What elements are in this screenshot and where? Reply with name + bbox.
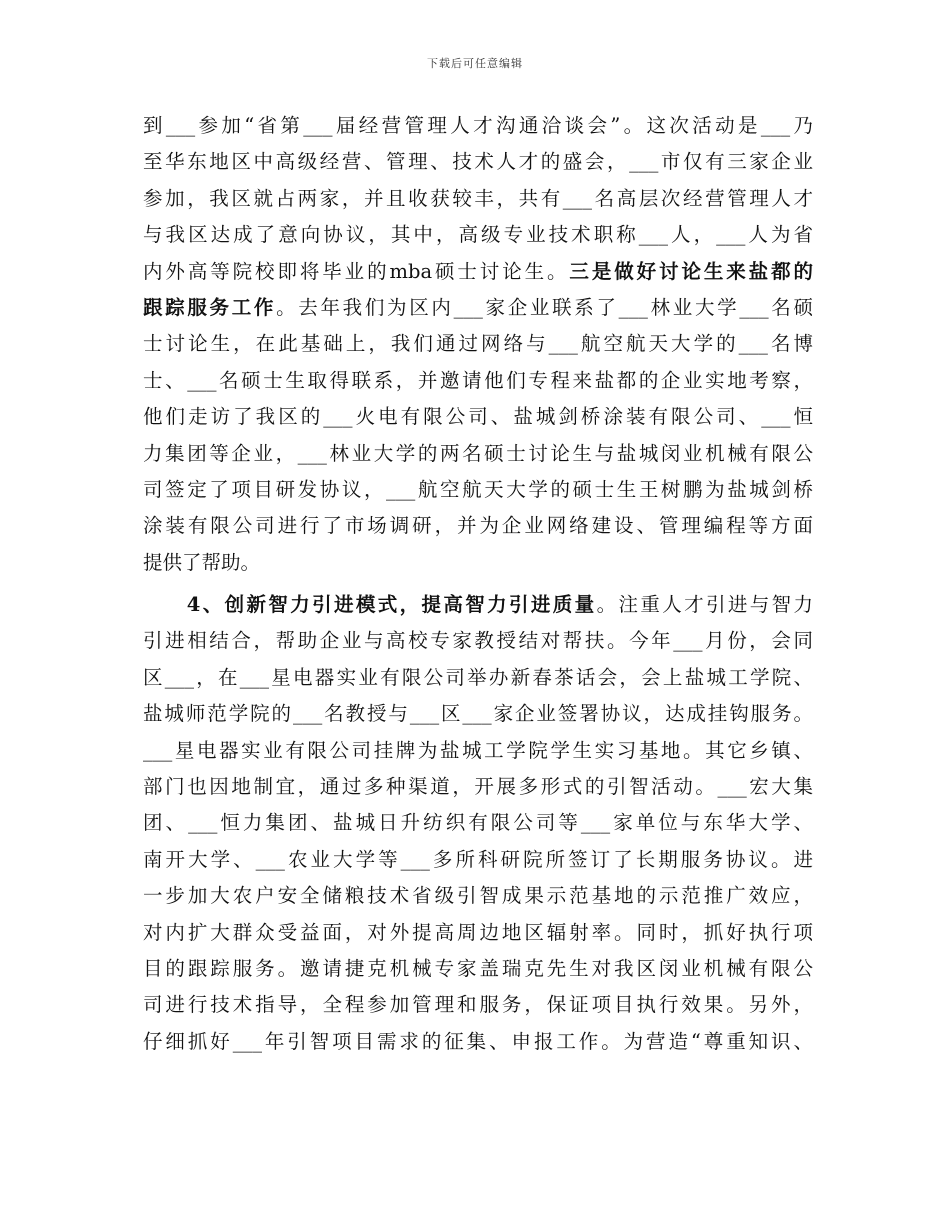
text-line: 对内扩大群众受益面，对外提高周边地区辐射率。同时，抓好执行项 xyxy=(143,920,813,944)
text-line: 参加，我区就占两家，并且收获较丰，共有___名高层次经营管理人才 xyxy=(143,186,813,210)
text-line: 目的跟踪服务。邀请捷克机械专家盖瑞克先生对我区闵业机械有限公 xyxy=(143,956,813,980)
text-line: 力集团等企业，___林业大学的两名硕士讨论生与盐城闵业机械有限公 xyxy=(143,441,813,465)
text-line: 南开大学、___农业大学等___多所科研院所签订了长期服务协议。进 xyxy=(143,847,813,871)
text-line: 与我区达成了意向协议，其中，高级专业技术职称___人，___人为省 xyxy=(143,223,813,247)
text-line: 至华东地区中高级经营、管理、技术人才的盛会，___市仅有三家企业 xyxy=(143,150,813,174)
text-line: 司进行技术指导，全程参加管理和服务，保证项目执行效果。另外， xyxy=(143,993,813,1017)
text-line: 仔细抓好___年引智项目需求的征集、申报工作。为营造“尊重知识、 xyxy=(143,1029,813,1053)
bold-heading-text: 三是做好讨论生来盐都的 xyxy=(569,259,813,283)
text-line: 他们走访了我区的___火电有限公司、盐城剑桥涂装有限公司、___恒 xyxy=(143,405,813,429)
bold-heading-text: 跟踪服务工作 xyxy=(143,295,277,319)
text-line: 引进相结合，帮助企业与高校专家教授结对帮扶。今年___月份，会同 xyxy=(143,629,813,653)
document-body xyxy=(143,108,813,1060)
text-line: 团、___恒力集团、盐城日升纺织有限公司等___家单位与东华大学、 xyxy=(143,811,813,835)
text-line: 区___，在___星电器实业有限公司举办新春茶话会，会上盐城工学院、 xyxy=(143,665,813,689)
text-line: 提供了帮助。 xyxy=(143,550,261,574)
text-line: 一步加大农户安全储粮技术省级引智成果示范基地的示范推广效应， xyxy=(143,884,813,908)
text-line: 涂装有限公司进行了市场调研，并为企业网络建设、管理编程等方面 xyxy=(143,514,813,538)
text-span: 。去年我们为区内___家企业联系了___林业大学___名硕 xyxy=(276,295,813,319)
text-line xyxy=(143,290,813,326)
text-line: 盐城师范学院的___名教授与___区___家企业签署协议，达成挂钩服务。 xyxy=(143,702,813,726)
indent xyxy=(143,593,187,616)
page-header: 下载后可任意编辑 xyxy=(427,57,523,70)
text-line: 士讨论生，在此基础上，我们通过网络与___航空航天大学的___名博 xyxy=(143,332,813,356)
text-line xyxy=(143,587,813,623)
text-line: ___星电器实业有限公司挂牌为盐城工学院学生实习基地。其它乡镇、 xyxy=(143,738,813,762)
text-line xyxy=(143,254,813,290)
text-line: 士、___名硕士生取得联系，并邀请他们专程来盐都的企业实地考察， xyxy=(143,368,813,392)
text-span: 内外高等院校即将毕业的mba硕士讨论生。 xyxy=(143,259,570,283)
text-line: 部门也因地制宜，通过多种渠道，开展多形式的引智活动。___宏大集 xyxy=(143,775,813,799)
bold-heading-text: 4、创新智力引进模式，提高智力引进质量 xyxy=(186,593,597,617)
text-span: 。注重人才引进与智力 xyxy=(596,593,813,617)
text-line: 到___参加“省第___届经营管理人才沟通洽谈会”。这次活动是___乃 xyxy=(143,114,813,137)
text-line: 司签定了项目研发协议，___航空航天大学的硕士生王树鹏为盐城剑桥 xyxy=(143,477,813,501)
